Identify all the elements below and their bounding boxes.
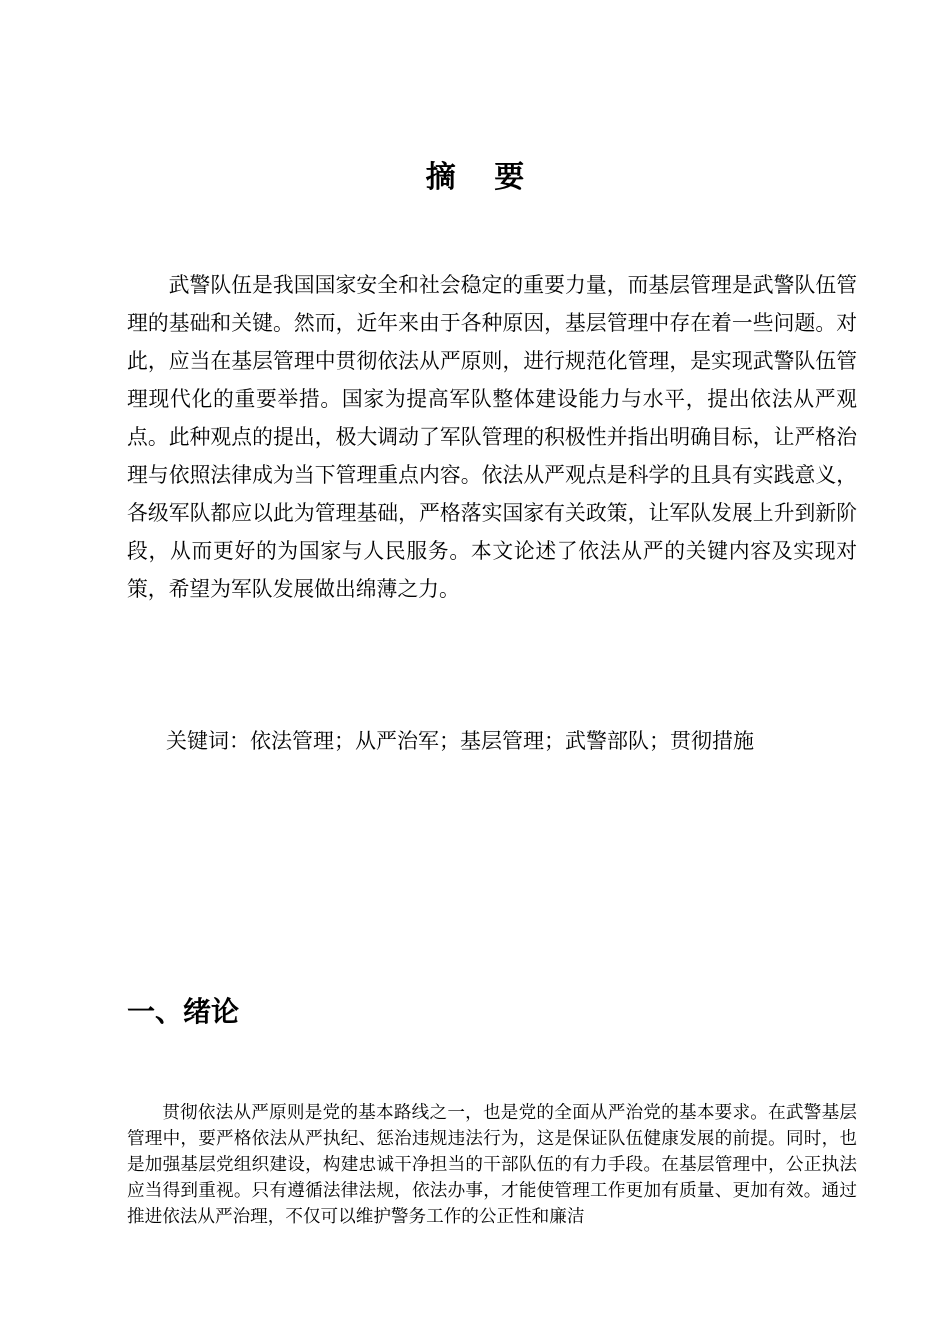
keywords-value: 依法管理；从严治军；基层管理；武警部队；贯彻措施 — [250, 729, 754, 753]
abstract-body: 武警队伍是我国国家安全和社会稳定的重要力量，而基层管理是武警队伍管理的基础和关键。然而，近年来由于各种原因，基层管理中存在着一些问题。对此，应当在基层管理中贯彻依法从严原则，进行规范化管理，是实现武警队伍管理现代化的重要举措。国家为提高军队整体建设能力与水平，提出依法从严观点。此种观点的提出，极大调动了军队管理的积极性并指出明确目标，让严格治理与依照法律成为当下管理重点内容。依法从严观点是科学的且具有实践意义，各级军队都应以此为管理基础，严格落实国家有关政策，让军队发展上升到新阶段，从而更好的为国家与人民服务。本文论述了依法从严的关键内容及实现对策，希望为军队发展做出绵薄之力。 — [127, 273, 857, 601]
section-body-introduction: 贯彻依法从严原则是党的基本路线之一，也是党的全面从严治党的基本要求。在武警基层管理中，要严格依法从严执纪、惩治违规违法行为，这是保证队伍健康发展的前提。同时，也是加强基层党组织建设，构建忠诚干净担当的干部队伍的有力手段。在基层管理中，公正执法应当得到重视。只有遵循法律法规，依法办事，才能使管理工作更加有质量、更加有效。通过推进依法从严治理，不仅可以维护警务工作的公正性和廉洁 — [127, 1103, 857, 1227]
section-heading-introduction: 一、绪论 — [127, 995, 240, 1028]
abstract-title: 摘 要 — [425, 160, 539, 195]
keywords-line — [166, 722, 866, 760]
keywords-label: 关键词： — [166, 729, 250, 753]
